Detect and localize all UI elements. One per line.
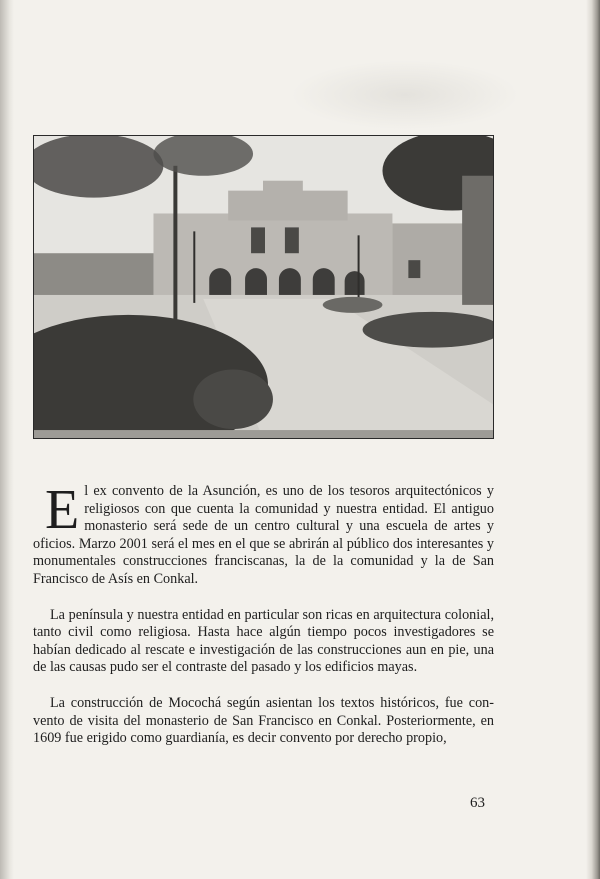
page-gutter-shadow (0, 0, 14, 879)
paragraph-architecture: La península y nuestra entidad en particular son ricas en arquitectura colonial, tanto civil como religiosa. Hasta hace algún tiempo pocos investigadores se habían dedicado al rescate e investigación de las construcciones aun en pie, una de las causas pudo ser el contraste del pasado y los edificios mayas. (33, 606, 494, 676)
drop-cap: E (45, 479, 80, 541)
paragraph-intro-text: l ex convento de la Asunción, es uno de los tesoros arquitectónicos y religiosos con que cuenta la comunidad y nuestra entidad. El antiguo monasterio será sede de un centro cultural y una escuela de artes y oficios. Marzo 2001 será el mes en el que se abrirán al público dos interesantes y monumentales construcciones franciscanas, la de la comunidad y la de San Francisco de Asís en Conkal. (33, 483, 494, 587)
page-number: 63 (470, 795, 485, 811)
page-edge (586, 0, 600, 879)
paragraph-mococha: La construcción de Mocochá según asientan los textos históricos, fue convento de visita del monasterio de San Francisco en Conkal. Posteriormente, en 1609 fue erigido como guardianía, es decir convento por derecho propio, (33, 694, 494, 747)
building-photo-illustration (34, 136, 493, 438)
article-body (33, 479, 494, 766)
building-photo (33, 135, 494, 439)
paragraph-intro (33, 479, 494, 589)
show-through-bleed (290, 60, 520, 130)
